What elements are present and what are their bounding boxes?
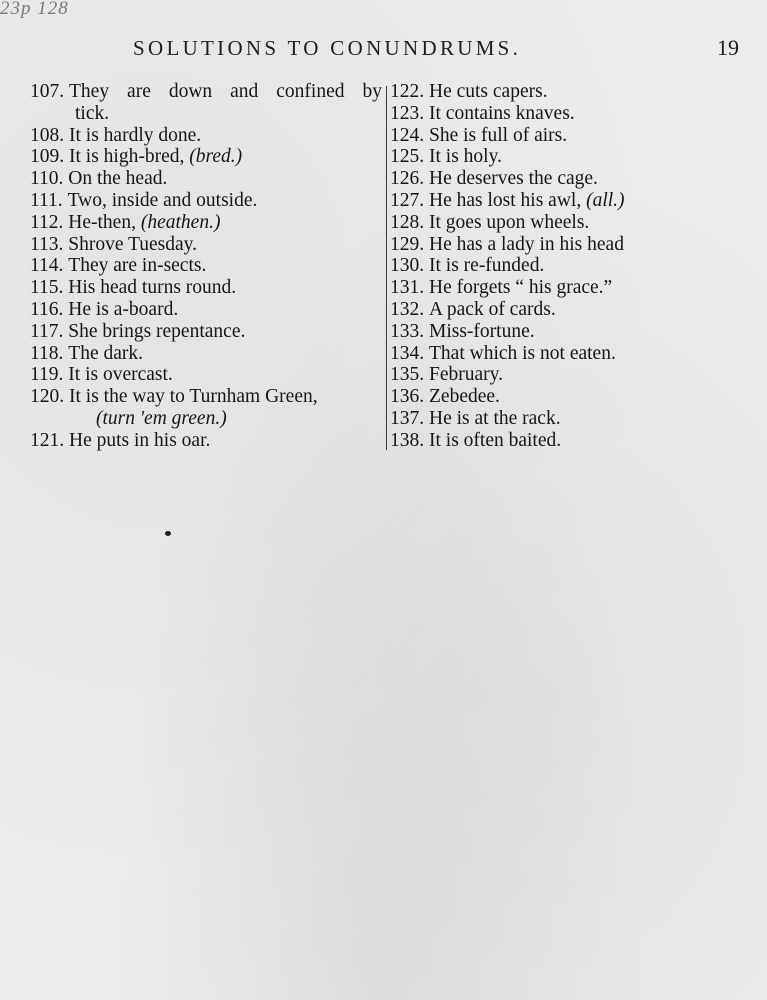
solution-entry [30,125,382,147]
solution-entry [30,430,382,452]
solution-entry [390,146,760,168]
solution-text: He is at the rack. [429,407,561,429]
solution-text: The dark. [68,342,143,364]
solution-text: That which is not eaten. [429,342,616,364]
solution-entry [390,103,760,125]
solution-italic-text: (all.) [586,189,625,211]
solution-text: She is full of airs. [429,124,568,146]
solution-italic-text: (heathen.) [140,211,221,233]
solution-number: 133. [390,320,425,342]
solution-entry [390,255,760,277]
solution-entry [390,234,760,256]
solution-number: 128. [390,211,425,233]
solution-text: He forgets “ his grace.” [429,277,613,299]
solution-entry [390,321,760,343]
ink-speck [165,531,171,536]
solution-text: It contains knaves. [429,102,575,124]
solution-text: She brings repentance. [68,320,246,342]
solution-number: 114. [30,255,64,277]
solution-number: 131. [390,277,425,299]
solution-entry [30,386,382,408]
solution-entry [390,212,760,234]
solution-text: It is hardly done. [69,124,202,146]
pencil-annotation: 23p 128 [0,0,69,19]
column-divider [386,86,387,450]
solution-text: It is the way to Turnham Green, [69,386,318,408]
solution-text: They are in-sects. [68,255,207,277]
solution-number: 112. [30,211,64,233]
solution-entry [390,364,760,386]
solution-text: He deserves the cage. [429,168,598,190]
solution-entry [390,408,760,430]
solution-number: 121. [30,429,65,451]
solution-number: 118. [30,342,64,364]
solution-text: It is re-funded. [429,255,545,277]
solution-entry [30,81,382,103]
solution-number: 129. [390,233,425,255]
solution-number: 124. [390,124,425,146]
solution-number: 127. [390,189,425,211]
solution-number: 107. [30,81,65,102]
solution-continuation: tick. [75,102,110,124]
solution-number: 126. [390,168,425,190]
solution-entry [30,255,382,277]
solution-number: 111. [30,189,63,211]
solution-entry [390,277,760,299]
solution-number: 116. [30,298,64,320]
solution-entry [390,299,760,321]
solution-entry [30,234,382,256]
solution-number: 138. [390,429,425,451]
solution-entry [390,386,760,408]
solution-number: 136. [390,386,425,408]
solution-entry [30,212,382,234]
solution-number: 119. [30,364,64,386]
solution-number: 130. [390,255,425,277]
solution-entry [390,190,760,212]
solution-text: He-then, [68,211,141,233]
solution-text: It is overcast. [68,364,173,386]
solution-entry [390,125,760,147]
solution-entry [30,168,382,190]
solution-text: He has lost his awl, [429,189,587,211]
solution-number: 110. [30,168,64,190]
solution-number: 137. [390,407,425,429]
solution-text: It is high-bred, [69,146,190,168]
left-solutions-column [30,81,382,452]
solution-text: February. [429,364,504,386]
solution-number: 108. [30,124,65,146]
solution-text: He is a-board. [68,298,179,320]
solution-number: 132. [390,298,425,320]
solution-italic-text: (bred.) [189,146,243,168]
solution-text: Zebedee. [429,386,500,408]
solution-entry [30,321,382,343]
right-solutions-column [390,81,760,452]
solution-text: His head turns round. [68,277,237,299]
solution-entry [390,168,760,190]
solution-text: Shrove Tuesday. [68,233,198,255]
solution-entry [30,190,382,212]
solution-continuation: (turn 'em green.) [96,407,227,429]
solution-number: 125. [390,146,425,168]
solution-text: He has a lady in his head [429,233,624,255]
solution-number: 135. [390,364,425,386]
solution-text: It is holy. [429,146,502,168]
solution-number: 117. [30,320,64,342]
solution-text: Miss-fortune. [429,320,535,342]
solution-text: On the head. [68,168,168,190]
solution-text: Two, inside and outside. [67,189,258,211]
page-number: 19 [717,35,739,60]
solution-text: They are down and confined by [69,81,382,102]
solution-number: 113. [30,233,64,255]
solution-entry [390,343,760,365]
solution-number: 120. [30,386,65,408]
solution-text: A pack of cards. [429,298,556,320]
solution-entry [30,364,382,386]
solution-number: 109. [30,146,65,168]
solution-entry [30,299,382,321]
solution-text: He puts in his oar. [69,429,211,451]
solution-entry [390,430,760,452]
solution-entry [30,146,382,168]
solution-text: He cuts capers. [429,81,548,102]
running-header-title: SOLUTIONS TO CONUNDRUMS. [133,36,522,60]
solution-entry [30,343,382,365]
solution-number: 122. [390,81,425,102]
solution-text: It goes upon wheels. [429,211,590,233]
solution-text: It is often baited. [429,429,562,451]
solution-number: 123. [390,102,425,124]
solution-number: 115. [30,277,64,299]
solution-entry [390,81,760,103]
solution-number: 134. [390,342,425,364]
solution-entry [30,277,382,299]
